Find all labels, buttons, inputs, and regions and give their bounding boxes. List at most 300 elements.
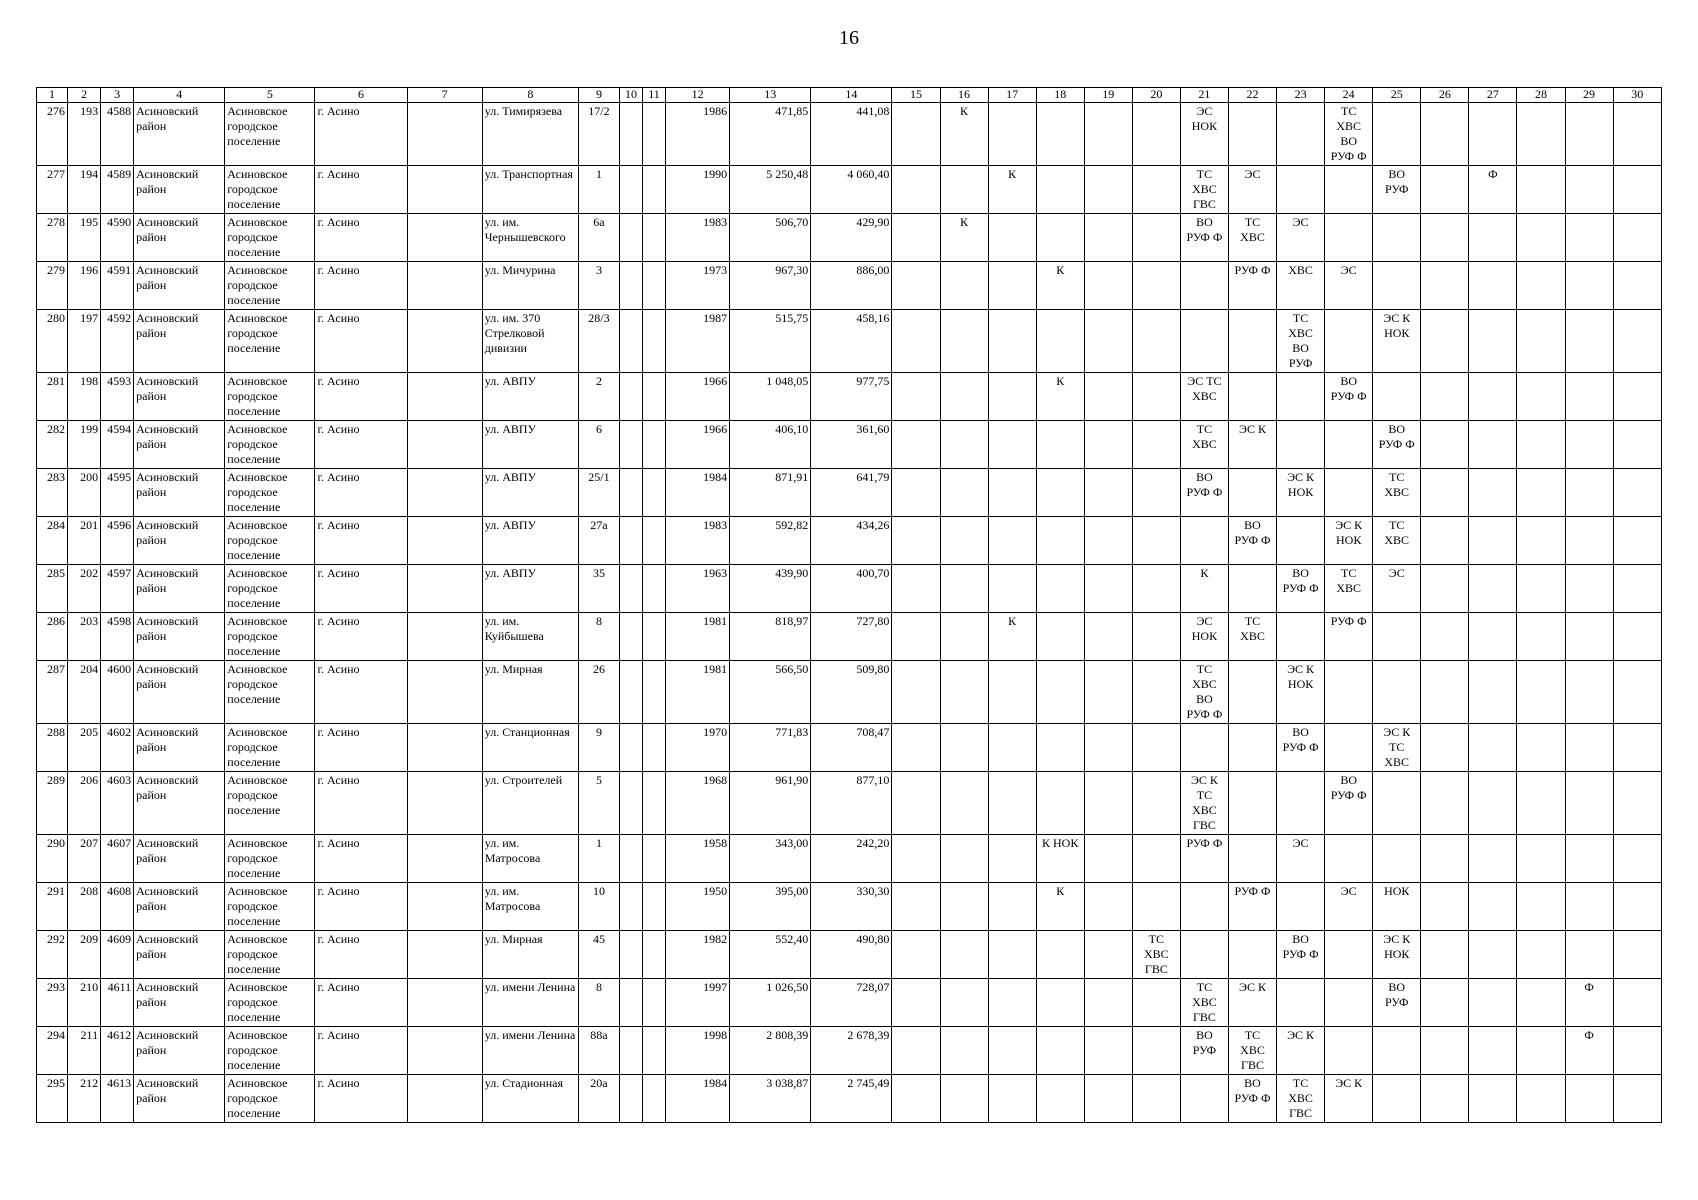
cell-col-11: [643, 103, 666, 166]
cell-col-1: 280: [37, 310, 68, 373]
table-row: [37, 517, 1662, 565]
table-row: [37, 613, 1662, 661]
cell-col-27: [1469, 979, 1517, 1027]
cell-col-15: [892, 613, 940, 661]
cell-col-4: Асиновский район: [134, 661, 225, 724]
cell-col-29: [1565, 661, 1613, 724]
cell-col-17: [988, 214, 1036, 262]
cell-col-10: [619, 421, 642, 469]
cell-col-21: [1180, 262, 1228, 310]
cell-col-3: 4602: [101, 724, 134, 772]
column-header-15: 15: [892, 88, 940, 103]
cell-col-23: ВО РУФ Ф: [1277, 565, 1325, 613]
table-row: [37, 166, 1662, 214]
cell-col-16: [940, 517, 988, 565]
cell-col-4: Асиновский район: [134, 883, 225, 931]
cell-col-30: [1613, 469, 1661, 517]
cell-col-13: 967,30: [730, 262, 811, 310]
cell-col-3: 4588: [101, 103, 134, 166]
cell-col-11: [643, 262, 666, 310]
cell-col-17: [988, 469, 1036, 517]
cell-col-14: 4 060,40: [811, 166, 892, 214]
cell-col-18: [1036, 565, 1084, 613]
cell-col-13: 771,83: [730, 724, 811, 772]
cell-col-28: [1517, 421, 1565, 469]
cell-col-24: [1325, 421, 1373, 469]
cell-col-8: ул. им. Матросова: [482, 883, 578, 931]
cell-col-5: Асиновское городское поселение: [225, 469, 315, 517]
cell-col-29: [1565, 931, 1613, 979]
cell-col-21: [1180, 931, 1228, 979]
cell-col-24: ВО РУФ Ф: [1325, 373, 1373, 421]
cell-col-9: 2: [578, 373, 619, 421]
cell-col-25: [1373, 1075, 1421, 1123]
cell-col-8: ул. Мирная: [482, 931, 578, 979]
cell-col-20: [1132, 103, 1180, 166]
cell-col-2: 199: [68, 421, 101, 469]
cell-col-12: 1968: [666, 772, 730, 835]
cell-col-16: [940, 835, 988, 883]
column-header-12: 12: [666, 88, 730, 103]
cell-col-3: 4611: [101, 979, 134, 1027]
cell-col-6: г. Асино: [315, 103, 407, 166]
cell-col-4: Асиновский район: [134, 979, 225, 1027]
cell-col-7: [407, 835, 482, 883]
cell-col-21: ВО РУФ Ф: [1180, 214, 1228, 262]
cell-col-24: [1325, 166, 1373, 214]
cell-col-12: 1983: [666, 214, 730, 262]
cell-col-19: [1084, 1075, 1132, 1123]
cell-col-28: [1517, 1075, 1565, 1123]
table-row: [37, 979, 1662, 1027]
cell-col-7: [407, 373, 482, 421]
cell-col-10: [619, 1075, 642, 1123]
cell-col-29: Ф: [1565, 979, 1613, 1027]
cell-col-5: Асиновское городское поселение: [225, 166, 315, 214]
cell-col-24: [1325, 469, 1373, 517]
cell-col-10: [619, 661, 642, 724]
cell-col-28: [1517, 883, 1565, 931]
cell-col-10: [619, 373, 642, 421]
cell-col-9: 26: [578, 661, 619, 724]
column-header-7: 7: [407, 88, 482, 103]
cell-col-4: Асиновский район: [134, 724, 225, 772]
cell-col-21: К: [1180, 565, 1228, 613]
cell-col-21: ТС ХВС ВО РУФ Ф: [1180, 661, 1228, 724]
cell-col-20: [1132, 565, 1180, 613]
cell-col-17: К: [988, 613, 1036, 661]
cell-col-28: [1517, 517, 1565, 565]
column-header-2: 2: [68, 88, 101, 103]
cell-col-9: 1: [578, 835, 619, 883]
cell-col-19: [1084, 166, 1132, 214]
cell-col-7: [407, 565, 482, 613]
cell-col-2: 196: [68, 262, 101, 310]
cell-col-19: [1084, 469, 1132, 517]
cell-col-22: [1228, 103, 1276, 166]
column-header-4: 4: [134, 88, 225, 103]
cell-col-29: [1565, 613, 1613, 661]
cell-col-11: [643, 373, 666, 421]
cell-col-10: [619, 262, 642, 310]
cell-col-30: [1613, 883, 1661, 931]
cell-col-6: г. Асино: [315, 262, 407, 310]
cell-col-20: [1132, 517, 1180, 565]
cell-col-28: [1517, 724, 1565, 772]
cell-col-14: 434,26: [811, 517, 892, 565]
cell-col-8: ул. Транспортная: [482, 166, 578, 214]
cell-col-8: ул. Станционная: [482, 724, 578, 772]
cell-col-3: 4608: [101, 883, 134, 931]
cell-col-19: [1084, 373, 1132, 421]
cell-col-13: 471,85: [730, 103, 811, 166]
cell-col-14: 727,80: [811, 613, 892, 661]
page-number: 16: [839, 27, 859, 49]
cell-col-2: 197: [68, 310, 101, 373]
cell-col-16: [940, 613, 988, 661]
cell-col-13: 395,00: [730, 883, 811, 931]
cell-col-24: ТС ХВС: [1325, 565, 1373, 613]
cell-col-18: [1036, 517, 1084, 565]
cell-col-18: [1036, 931, 1084, 979]
column-header-27: 27: [1469, 88, 1517, 103]
cell-col-5: Асиновское городское поселение: [225, 613, 315, 661]
cell-col-16: [940, 373, 988, 421]
cell-col-15: [892, 772, 940, 835]
cell-col-21: [1180, 1075, 1228, 1123]
cell-col-30: [1613, 310, 1661, 373]
cell-col-10: [619, 310, 642, 373]
cell-col-30: [1613, 931, 1661, 979]
cell-col-27: [1469, 421, 1517, 469]
column-number-header-row: [37, 88, 1662, 103]
cell-col-26: [1421, 772, 1469, 835]
cell-col-7: [407, 613, 482, 661]
cell-col-28: [1517, 979, 1565, 1027]
cell-col-8: ул. Мирная: [482, 661, 578, 724]
cell-col-25: [1373, 373, 1421, 421]
cell-col-5: Асиновское городское поселение: [225, 883, 315, 931]
cell-col-6: г. Асино: [315, 469, 407, 517]
cell-col-22: РУФ Ф: [1228, 262, 1276, 310]
cell-col-30: [1613, 979, 1661, 1027]
cell-col-3: 4607: [101, 835, 134, 883]
cell-col-18: [1036, 214, 1084, 262]
cell-col-6: г. Асино: [315, 883, 407, 931]
cell-col-4: Асиновский район: [134, 310, 225, 373]
cell-col-25: ВО РУФ Ф: [1373, 421, 1421, 469]
cell-col-9: 5: [578, 772, 619, 835]
cell-col-5: Асиновское городское поселение: [225, 661, 315, 724]
cell-col-18: [1036, 310, 1084, 373]
cell-col-13: 439,90: [730, 565, 811, 613]
cell-col-11: [643, 1027, 666, 1075]
cell-col-25: ВО РУФ: [1373, 979, 1421, 1027]
cell-col-16: К: [940, 214, 988, 262]
column-header-9: 9: [578, 88, 619, 103]
cell-col-30: [1613, 214, 1661, 262]
cell-col-4: Асиновский район: [134, 103, 225, 166]
cell-col-21: ЭС К ТС ХВС ГВС: [1180, 772, 1228, 835]
cell-col-13: 3 038,87: [730, 1075, 811, 1123]
cell-col-11: [643, 724, 666, 772]
cell-col-4: Асиновский район: [134, 214, 225, 262]
cell-col-6: г. Асино: [315, 613, 407, 661]
cell-col-22: [1228, 724, 1276, 772]
cell-col-9: 25/1: [578, 469, 619, 517]
cell-col-6: г. Асино: [315, 1027, 407, 1075]
cell-col-7: [407, 979, 482, 1027]
cell-col-5: Асиновское городское поселение: [225, 373, 315, 421]
column-header-30: 30: [1613, 88, 1661, 103]
cell-col-12: 1966: [666, 373, 730, 421]
column-header-25: 25: [1373, 88, 1421, 103]
cell-col-7: [407, 724, 482, 772]
cell-col-26: [1421, 835, 1469, 883]
cell-col-29: [1565, 373, 1613, 421]
cell-col-20: [1132, 724, 1180, 772]
table-row: [37, 310, 1662, 373]
cell-col-1: 287: [37, 661, 68, 724]
cell-col-29: Ф: [1565, 1027, 1613, 1075]
cell-col-16: [940, 166, 988, 214]
column-header-22: 22: [1228, 88, 1276, 103]
cell-col-22: [1228, 469, 1276, 517]
cell-col-18: К: [1036, 262, 1084, 310]
cell-col-14: 458,16: [811, 310, 892, 373]
cell-col-21: ВО РУФ Ф: [1180, 469, 1228, 517]
cell-col-13: 552,40: [730, 931, 811, 979]
column-header-5: 5: [225, 88, 315, 103]
column-header-17: 17: [988, 88, 1036, 103]
cell-col-12: 1981: [666, 613, 730, 661]
cell-col-12: 1950: [666, 883, 730, 931]
cell-col-15: [892, 103, 940, 166]
cell-col-5: Асиновское городское поселение: [225, 931, 315, 979]
cell-col-2: 193: [68, 103, 101, 166]
cell-col-10: [619, 517, 642, 565]
cell-col-26: [1421, 166, 1469, 214]
cell-col-12: 1983: [666, 517, 730, 565]
cell-col-29: [1565, 103, 1613, 166]
cell-col-23: ЭС К: [1277, 1027, 1325, 1075]
cell-col-19: [1084, 103, 1132, 166]
cell-col-23: ЭС К НОК: [1277, 661, 1325, 724]
column-header-11: 11: [643, 88, 666, 103]
cell-col-9: 35: [578, 565, 619, 613]
cell-col-24: [1325, 724, 1373, 772]
cell-col-11: [643, 166, 666, 214]
cell-col-19: [1084, 661, 1132, 724]
cell-col-16: [940, 421, 988, 469]
table-row: [37, 421, 1662, 469]
cell-col-2: 210: [68, 979, 101, 1027]
cell-col-15: [892, 262, 940, 310]
cell-col-8: ул. им. Матросова: [482, 835, 578, 883]
table-row: [37, 931, 1662, 979]
column-header-24: 24: [1325, 88, 1373, 103]
cell-col-28: [1517, 931, 1565, 979]
cell-col-21: [1180, 310, 1228, 373]
cell-col-4: Асиновский район: [134, 469, 225, 517]
cell-col-2: 205: [68, 724, 101, 772]
cell-col-8: ул. АВПУ: [482, 517, 578, 565]
cell-col-18: [1036, 103, 1084, 166]
cell-col-20: [1132, 979, 1180, 1027]
cell-col-8: ул. имени Ленина: [482, 1027, 578, 1075]
column-header-18: 18: [1036, 88, 1084, 103]
cell-col-29: [1565, 310, 1613, 373]
cell-col-25: ЭС К НОК: [1373, 310, 1421, 373]
cell-col-28: [1517, 103, 1565, 166]
cell-col-14: 361,60: [811, 421, 892, 469]
cell-col-20: [1132, 214, 1180, 262]
cell-col-11: [643, 310, 666, 373]
cell-col-22: [1228, 661, 1276, 724]
cell-col-27: [1469, 724, 1517, 772]
cell-col-5: Асиновское городское поселение: [225, 979, 315, 1027]
cell-col-16: [940, 931, 988, 979]
cell-col-16: [940, 772, 988, 835]
cell-col-9: 20а: [578, 1075, 619, 1123]
cell-col-27: [1469, 103, 1517, 166]
cell-col-27: [1469, 262, 1517, 310]
cell-col-5: Асиновское городское поселение: [225, 517, 315, 565]
cell-col-1: 288: [37, 724, 68, 772]
cell-col-29: [1565, 835, 1613, 883]
table-row: [37, 214, 1662, 262]
cell-col-9: 8: [578, 613, 619, 661]
cell-col-7: [407, 1027, 482, 1075]
table-row: [37, 565, 1662, 613]
cell-col-25: [1373, 1027, 1421, 1075]
cell-col-6: г. Асино: [315, 565, 407, 613]
cell-col-9: 1: [578, 166, 619, 214]
cell-col-18: [1036, 469, 1084, 517]
cell-col-1: 286: [37, 613, 68, 661]
cell-col-14: 441,08: [811, 103, 892, 166]
cell-col-10: [619, 979, 642, 1027]
cell-col-28: [1517, 613, 1565, 661]
cell-col-17: [988, 565, 1036, 613]
cell-col-25: [1373, 835, 1421, 883]
cell-col-3: 4590: [101, 214, 134, 262]
cell-col-27: [1469, 661, 1517, 724]
cell-col-12: 1963: [666, 565, 730, 613]
cell-col-16: [940, 724, 988, 772]
cell-col-20: [1132, 883, 1180, 931]
cell-col-18: [1036, 724, 1084, 772]
cell-col-20: [1132, 469, 1180, 517]
cell-col-20: [1132, 1027, 1180, 1075]
cell-col-21: [1180, 724, 1228, 772]
cell-col-8: ул. им. Чернышевского: [482, 214, 578, 262]
cell-col-10: [619, 214, 642, 262]
cell-col-13: 566,50: [730, 661, 811, 724]
cell-col-14: 330,30: [811, 883, 892, 931]
cell-col-17: [988, 1027, 1036, 1075]
cell-col-14: 2 678,39: [811, 1027, 892, 1075]
cell-col-8: ул. АВПУ: [482, 565, 578, 613]
table-row: [37, 373, 1662, 421]
cell-col-15: [892, 565, 940, 613]
column-header-19: 19: [1084, 88, 1132, 103]
cell-col-19: [1084, 724, 1132, 772]
cell-col-6: г. Асино: [315, 979, 407, 1027]
cell-col-27: [1469, 373, 1517, 421]
cell-col-3: 4592: [101, 310, 134, 373]
cell-col-17: [988, 772, 1036, 835]
cell-col-19: [1084, 1027, 1132, 1075]
cell-col-2: 209: [68, 931, 101, 979]
cell-col-21: ЭС НОК: [1180, 613, 1228, 661]
table-row: [37, 883, 1662, 931]
cell-col-8: ул. АВПУ: [482, 469, 578, 517]
cell-col-18: К НОК: [1036, 835, 1084, 883]
cell-col-19: [1084, 214, 1132, 262]
cell-col-21: ВО РУФ: [1180, 1027, 1228, 1075]
cell-col-24: ВО РУФ Ф: [1325, 772, 1373, 835]
cell-col-12: 1984: [666, 469, 730, 517]
cell-col-19: [1084, 979, 1132, 1027]
cell-col-30: [1613, 613, 1661, 661]
cell-col-30: [1613, 835, 1661, 883]
cell-col-28: [1517, 166, 1565, 214]
cell-col-15: [892, 979, 940, 1027]
cell-col-12: 1990: [666, 166, 730, 214]
cell-col-9: 27а: [578, 517, 619, 565]
cell-col-23: [1277, 166, 1325, 214]
cell-col-3: 4598: [101, 613, 134, 661]
cell-col-1: 295: [37, 1075, 68, 1123]
cell-col-27: Ф: [1469, 166, 1517, 214]
cell-col-4: Асиновский район: [134, 1075, 225, 1123]
cell-col-15: [892, 931, 940, 979]
cell-col-27: [1469, 1027, 1517, 1075]
cell-col-29: [1565, 883, 1613, 931]
cell-col-23: [1277, 613, 1325, 661]
cell-col-15: [892, 214, 940, 262]
cell-col-16: К: [940, 103, 988, 166]
cell-col-7: [407, 469, 482, 517]
cell-col-15: [892, 1027, 940, 1075]
table-row: [37, 772, 1662, 835]
cell-col-14: 429,90: [811, 214, 892, 262]
cell-col-26: [1421, 214, 1469, 262]
cell-col-11: [643, 979, 666, 1027]
cell-col-14: 641,79: [811, 469, 892, 517]
cell-col-22: [1228, 835, 1276, 883]
column-header-26: 26: [1421, 88, 1469, 103]
cell-col-1: 276: [37, 103, 68, 166]
cell-col-4: Асиновский район: [134, 931, 225, 979]
cell-col-2: 204: [68, 661, 101, 724]
cell-col-23: ВО РУФ Ф: [1277, 724, 1325, 772]
cell-col-30: [1613, 1027, 1661, 1075]
cell-col-30: [1613, 565, 1661, 613]
cell-col-2: 202: [68, 565, 101, 613]
cell-col-9: 88а: [578, 1027, 619, 1075]
cell-col-7: [407, 166, 482, 214]
cell-col-28: [1517, 661, 1565, 724]
cell-col-23: ВО РУФ Ф: [1277, 931, 1325, 979]
cell-col-5: Асиновское городское поселение: [225, 772, 315, 835]
cell-col-26: [1421, 565, 1469, 613]
cell-col-22: ЭС: [1228, 166, 1276, 214]
cell-col-10: [619, 166, 642, 214]
cell-col-18: [1036, 979, 1084, 1027]
cell-col-29: [1565, 262, 1613, 310]
